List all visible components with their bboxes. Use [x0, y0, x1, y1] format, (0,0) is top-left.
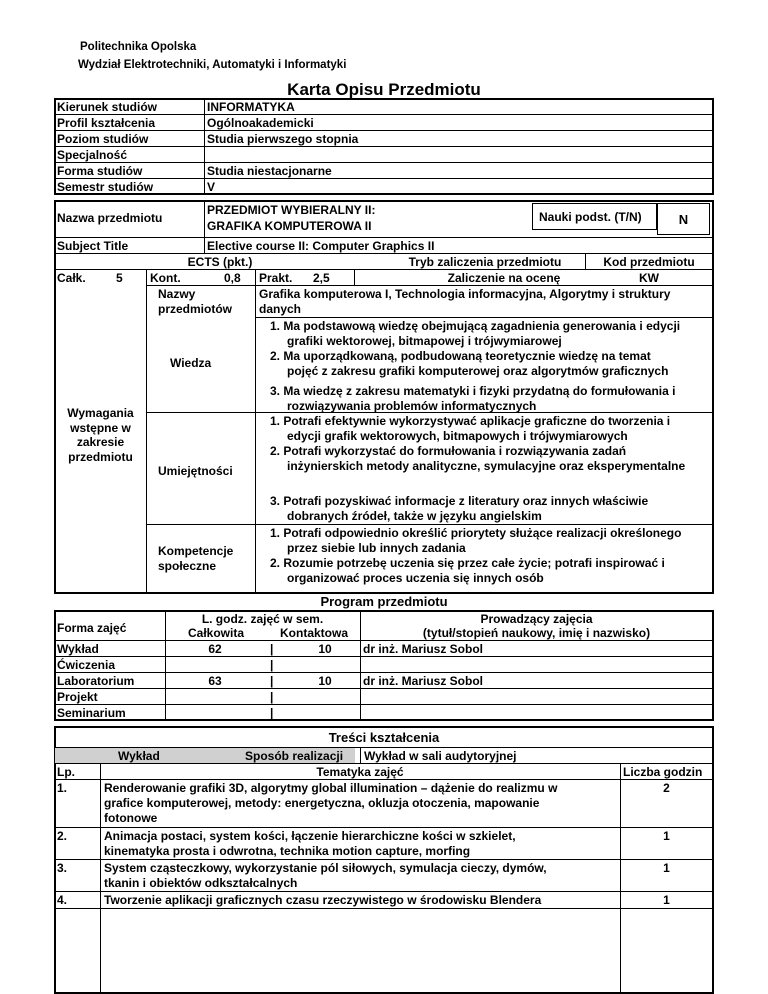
course-name-line2: GRAFIKA KOMPUTEROWA II — [207, 219, 372, 233]
sposob-value: Wykład w sali audytoryjnej — [364, 749, 517, 763]
hours-label: L. godz. zajęć w sem. — [201, 612, 324, 626]
komp-2-line1: 2. Rozumie potrzebę uczenia się przez całe życie; potrafi inspirować i — [270, 556, 665, 570]
nazwy-line-1: Grafika komputerowa I, Technologia informacyjna, Algorytmy i struktury — [259, 287, 671, 301]
program-row-kont: 10 — [318, 674, 332, 688]
program-row-sep: | — [270, 658, 274, 672]
topic-lp: 3. — [57, 861, 68, 875]
wiedza-3-line2: rozwiązywania problemów informatycznych — [287, 399, 537, 413]
program-row-prow: dr inż. Mariusz Sobol — [363, 674, 484, 688]
nazwy-label-1: Nazwy — [158, 287, 196, 301]
program-row-sep: | — [270, 706, 274, 720]
info-label-profil: Profil kształcenia — [57, 116, 156, 130]
prow-label-2: (tytuł/stopień naukowy, imię i nazwisko) — [422, 626, 651, 640]
topic-lp: 2. — [57, 829, 68, 843]
tresci-title: Treści kształcenia — [328, 730, 440, 745]
basic-sciences-value: N — [678, 212, 689, 227]
program-row-calk: 62 — [208, 642, 222, 656]
sposob-label: Sposób realizacji — [245, 749, 344, 763]
calk-value: 5 — [116, 271, 123, 285]
hours-kont-label: Kontaktowa — [280, 626, 349, 640]
prakt-label: Prakt. — [259, 271, 293, 285]
komp-1-line1: 1. Potrafi odpowiednio określić priorytety służące realizacji określonego — [270, 526, 682, 540]
course-name-line1: PRZEDMIOT WYBIERALNY II: — [207, 203, 376, 217]
topic-line: kinematyka prosta i odwrotna, technika motion capture, morfing — [104, 844, 471, 858]
nazwy-label-2: przedmiotów — [158, 302, 232, 316]
topic-line: Renderowanie grafiki 3D, algorytmy global illumination – dążenie do realizmu w — [104, 781, 558, 795]
kont-label: Kont. — [150, 271, 181, 285]
course-name-label: Nazwa przedmiotu — [57, 211, 163, 225]
topic-hours: 2 — [663, 781, 670, 795]
umiej-3-line2: dobranych źródeł, także w języku angielskim — [287, 509, 542, 523]
faculty-name: Wydział Elektrotechniki, Automatyki i Informatyki — [78, 59, 347, 71]
topic-hours: 1 — [663, 861, 670, 875]
forma-label: Forma zajęć — [57, 621, 127, 635]
topic-line: System cząsteczkowy, wykorzystanie pól siłowych, symulacja cieczy, dymów, — [104, 861, 547, 875]
umiej-2-line2: inżynierskich metody analityczne, symulacyjne oraz eksperymentalne — [287, 459, 686, 473]
topic-line: grafice komputerowej, metody: energetyczna, okluzja otoczenia, mapowanie — [104, 796, 540, 810]
kont-value: 0,8 — [224, 271, 241, 285]
komp-2-line2: organizować proces uczenia się innych osób — [287, 571, 544, 585]
wymagania-label: Wymagania wstępne w zakresie przedmiotu — [67, 406, 134, 464]
kod-label: Kod przedmiotu — [603, 255, 695, 269]
topic-line: fotonowe — [104, 811, 158, 825]
program-row-sep: | — [270, 690, 274, 704]
umiej-2-line1: 2. Potrafi wykorzystać do formułowania i rozwiązywania zadań — [270, 444, 627, 458]
subject-title-label: Subject Title — [57, 239, 129, 253]
wiedza-1-line2: grafiki wektorowej, bitmapowej i trójwymiarowej — [287, 334, 562, 348]
info-value-forma: Studia niestacjonarne — [207, 164, 332, 178]
topic-line: Tworzenie aplikacji graficznych czasu rzeczywistego w środowisku Blendera — [104, 893, 542, 907]
umiej-3-line1: 3. Potrafi pozyskiwać informacje z literatury oraz innych właściwie — [270, 494, 649, 508]
umiej-1-line2: edycji grafik wektorowych, bitmapowych i trójwymiarowych — [287, 429, 628, 443]
program-title: Program przedmiotu — [320, 594, 448, 609]
umiejetnosci-label: Umiejętności — [158, 464, 233, 478]
lp-label: Lp. — [57, 765, 75, 779]
program-row-calk: 63 — [208, 674, 222, 688]
program-row-forma: Wykład — [57, 642, 99, 656]
info-label-forma: Forma studiów — [57, 164, 143, 178]
liczba-label: Liczba godzin — [623, 765, 703, 779]
kompetencje-label: Kompetencje społeczne — [158, 544, 234, 573]
info-value-poziom: Studia pierwszego stopnia — [207, 132, 359, 146]
prow-label-1: Prowadzący zajęcia — [480, 612, 593, 626]
wiedza-3-line1: 3. Ma wiedzę z zakresu matematyki i fizyki przydatną do formułowania i — [270, 384, 676, 398]
wyklad-header-label: Wykład — [118, 749, 160, 763]
topic-lp: 4. — [57, 893, 68, 907]
info-value-kierunek: INFORMATYKA — [207, 100, 295, 114]
hours-calk-label: Całkowita — [188, 626, 245, 640]
wiedza-2-line2: pojęć z zakresu grafiki komputerowej oraz algorytmów graficznych — [287, 364, 669, 378]
program-row-forma: Ćwiczenia — [57, 658, 116, 672]
topic-hours: 1 — [663, 893, 670, 907]
info-label-poziom: Poziom studiów — [57, 132, 149, 146]
info-label-semestr: Semestr studiów — [57, 180, 154, 194]
basic-sciences-label: Nauki podst. (T/N) — [539, 210, 642, 224]
umiej-1-line1: 1. Potrafi efektywnie wykorzystywać aplikacje graficzne do tworzenia i — [270, 414, 671, 428]
university-name: Politechnika Opolska — [80, 41, 197, 53]
topic-line: tkanin i obiektów odkształcalnych — [104, 876, 298, 890]
program-row-forma: Projekt — [57, 690, 98, 704]
topic-line: Animacja postaci, system kości, łączenie hierarchiczne kości w szkielet, — [104, 829, 516, 843]
wiedza-2-line1: 2. Ma uporządkowaną, podbudowaną teoretycznie wiedzę na temat — [270, 349, 651, 363]
info-value-profil: Ogólnoakademicki — [207, 116, 314, 130]
calk-label: Całk. — [57, 271, 86, 285]
topic-lp: 1. — [57, 781, 68, 795]
komp-1-line2: przez siebie lub innych zadania — [287, 541, 466, 555]
info-label-specjalnosc: Specjalność — [57, 148, 128, 162]
wiedza-label: Wiedza — [170, 356, 212, 370]
topic-hours: 1 — [663, 829, 670, 843]
prakt-value: 2,5 — [313, 271, 330, 285]
program-row-kont: 10 — [318, 642, 332, 656]
nazwy-line-2: danych — [259, 302, 302, 316]
kod-value: KW — [639, 271, 659, 285]
program-row-forma: Seminarium — [57, 706, 126, 720]
ects-label: ECTS (pkt.) — [187, 255, 253, 269]
program-row-sep: | — [270, 674, 274, 688]
tryb-label: Tryb zaliczenia przedmiotu — [408, 255, 562, 269]
tryb-value: Zaliczenie na ocenę — [447, 271, 561, 285]
wiedza-1-line1: 1. Ma podstawową wiedzę obejmującą zagadnienia generowania i edycji — [270, 319, 681, 333]
program-row-prow: dr inż. Mariusz Sobol — [363, 642, 484, 656]
document-title: Karta Opisu Przedmiotu — [287, 80, 481, 99]
subject-title-value: Elective course II: Computer Graphics II — [207, 239, 435, 253]
program-row-sep: | — [270, 642, 274, 656]
info-label-kierunek: Kierunek studiów — [57, 100, 158, 114]
program-row-forma: Laboratorium — [57, 674, 135, 688]
info-value-semestr: V — [207, 180, 216, 194]
tematyka-label: Tematyka zajęć — [316, 765, 404, 779]
